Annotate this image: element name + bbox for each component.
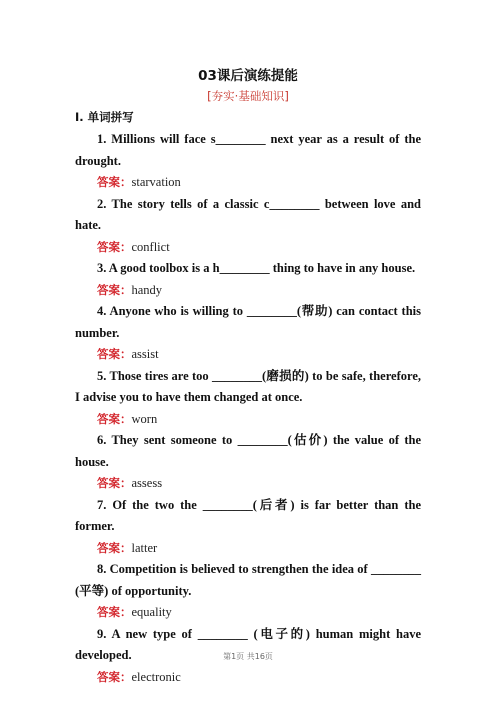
answer-label: 答案：: [97, 669, 132, 684]
answer-text: starvation: [131, 175, 181, 189]
answer-text: worn: [131, 411, 158, 426]
section-heading: Ⅰ. 单词拼写: [75, 110, 134, 124]
answer-text: assess: [131, 476, 163, 490]
answer-line: [75, 409, 421, 431]
answer-line: [75, 237, 421, 259]
answer-label: 答案：: [97, 175, 132, 189]
answer-text: conflict: [131, 239, 170, 254]
question-text: 2. The story tells of a classic c________ between love and hate.: [75, 196, 421, 232]
answer-label: 答案：: [97, 239, 132, 254]
question-text: 1. Millions will face s________ next year as a result of the drought.: [75, 132, 421, 168]
question-text: 8. Competition is believed to strengthen the idea of ________ (平等) of opportunity.: [75, 562, 421, 598]
question-text: 7. Of the two the ________(后者) is far better than the former.: [75, 497, 421, 533]
question-text: 6. They sent someone to ________(估价) the value of the house.: [75, 433, 421, 469]
question-text: 3. A good toolbox is a h________ thing to have in any house.: [97, 261, 416, 275]
answer-label: 答案：: [97, 411, 132, 426]
answer-line: [75, 172, 421, 194]
answer-line: [75, 667, 421, 689]
answer-text: handy: [131, 282, 163, 297]
answer-line: [75, 280, 421, 302]
answer-text: assist: [131, 347, 159, 361]
answer-text: latter: [131, 540, 158, 555]
answer-label: 答案：: [97, 540, 132, 555]
question-text: 5. Those tires are too ________(磨损的) to be safe, therefore, I advise you to have them changed at once.: [75, 368, 421, 404]
answer-label: 答案：: [97, 282, 132, 297]
exercise-list: [75, 129, 421, 688]
answer-line: [75, 538, 421, 560]
page-footer: 第1页 共16页: [223, 652, 273, 661]
answer-line: [75, 344, 421, 366]
page-subtitle: [夯实·基础知识]: [207, 89, 289, 103]
answer-label: 答案：: [97, 476, 132, 490]
answer-label: 答案：: [97, 347, 132, 361]
answer-line: [75, 602, 421, 624]
page-title: 03课后演练提能: [198, 68, 298, 84]
question-text: 4. Anyone who is willing to ________(帮助) can contact this number.: [75, 304, 421, 340]
answer-text: equality: [131, 605, 172, 619]
answer-text: electronic: [131, 669, 181, 684]
answer-label: 答案：: [97, 605, 132, 619]
question-text: 9. A new type of ________ (电子的) human might have developed.: [75, 626, 421, 662]
answer-line: [75, 473, 421, 495]
